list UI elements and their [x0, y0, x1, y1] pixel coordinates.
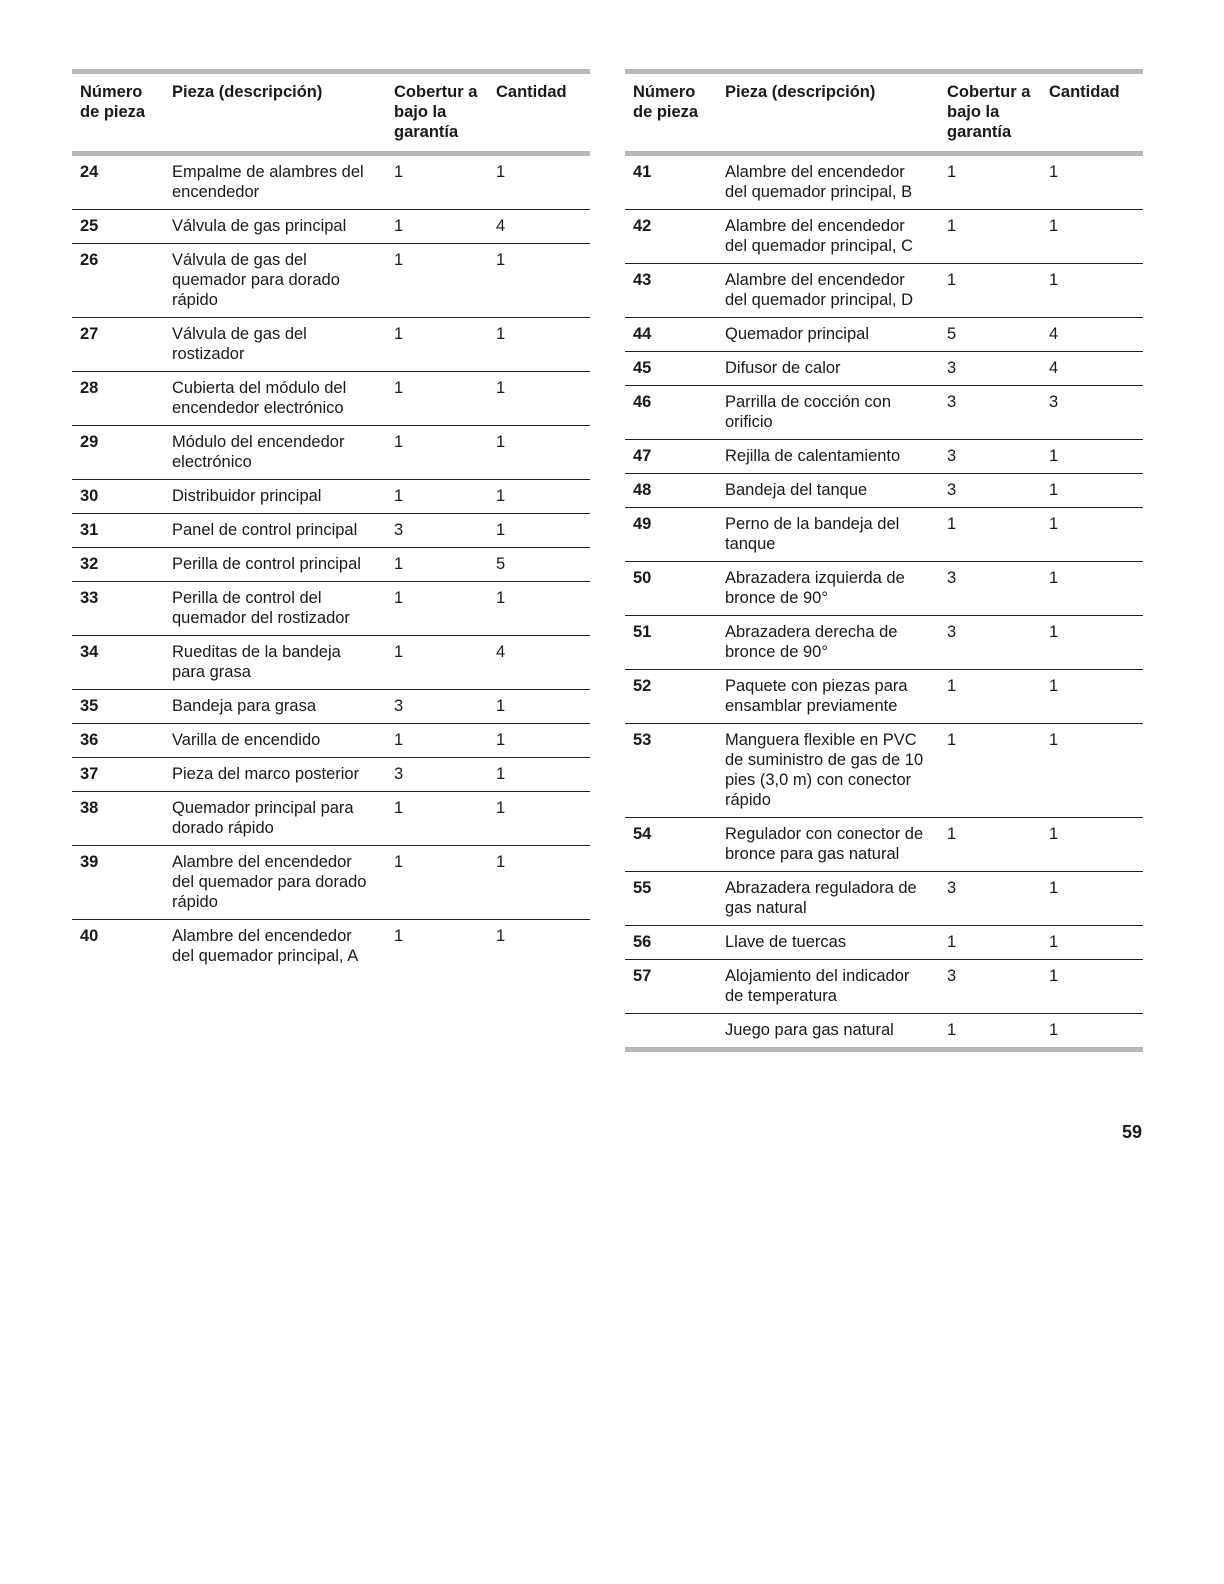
part-number-cell: 29: [80, 433, 99, 451]
part-description-cell: Distribuidor principal: [172, 487, 322, 505]
quantity-cell: 1: [1049, 1021, 1059, 1039]
table-row: [625, 960, 1143, 1014]
quantity-cell: 1: [1049, 163, 1059, 181]
part-description-cell: Alambre del encendedor del quemador principal, D: [725, 271, 914, 309]
quantity-cell: 1: [496, 521, 506, 539]
table-row: [625, 154, 1143, 210]
quantity-cell: 1: [496, 853, 506, 871]
warranty-coverage-cell: 1: [947, 825, 957, 843]
part-description-cell: Manguera flexible en PVC de suministro de gas de 10 pies (3,0 m) con conector rápido: [725, 731, 924, 809]
part-description-cell: Panel de control principal: [172, 521, 358, 539]
part-description-cell: Alambre del encendedor del quemador principal, B: [725, 163, 913, 201]
quantity-cell: 5: [496, 555, 506, 573]
part-number-cell: 43: [633, 271, 652, 289]
warranty-coverage-cell: 1: [947, 515, 957, 533]
table-row: [625, 1014, 1143, 1050]
part-description-cell: Válvula de gas principal: [172, 217, 347, 235]
part-number-cell: 57: [633, 967, 652, 985]
warranty-coverage-cell: 1: [394, 379, 404, 397]
part-description-cell: Empalme de alambres del encendedor: [172, 163, 364, 201]
quantity-cell: 1: [496, 163, 506, 181]
table-row: [72, 636, 590, 690]
table-row: [625, 210, 1143, 264]
table-row: [72, 724, 590, 758]
quantity-cell: 1: [1049, 967, 1059, 985]
part-number-cell: 27: [80, 325, 99, 343]
warranty-coverage-cell: 1: [394, 325, 404, 343]
warranty-coverage-cell: 1: [394, 487, 404, 505]
warranty-coverage-cell: 1: [394, 433, 404, 451]
part-description-cell: Paquete con piezas para ensamblar previamente: [725, 677, 908, 715]
part-number-cell: 44: [633, 325, 652, 343]
part-number-cell: 49: [633, 515, 652, 533]
table-row: [625, 440, 1143, 474]
part-description-cell: Alambre del encendedor del quemador principal, A: [172, 927, 359, 965]
quantity-cell: 1: [1049, 825, 1059, 843]
table-row: [72, 318, 590, 372]
part-description-cell: Alojamiento del indicador de temperatura: [725, 967, 910, 1005]
table-row: [72, 244, 590, 318]
warranty-coverage-cell: 3: [947, 569, 957, 587]
table-header-row: [72, 72, 590, 154]
warranty-coverage-cell: 1: [394, 731, 404, 749]
table-row: [72, 372, 590, 426]
warranty-coverage-cell: 1: [394, 799, 404, 817]
quantity-cell: 1: [496, 251, 506, 269]
part-number-cell: 47: [633, 447, 652, 465]
warranty-coverage-cell: 3: [947, 879, 957, 897]
part-number-cell: 37: [80, 765, 99, 783]
table-row: [625, 318, 1143, 352]
quantity-cell: 1: [496, 325, 506, 343]
table-row: [72, 690, 590, 724]
quantity-cell: 1: [1049, 677, 1059, 695]
table-row: [625, 264, 1143, 318]
part-number-cell: 54: [633, 825, 652, 843]
part-number-cell: 48: [633, 481, 652, 499]
page-number: 59: [1121, 1122, 1142, 1142]
header-part-description: Pieza (descripción): [725, 83, 876, 101]
part-number-cell: 28: [80, 379, 99, 397]
part-number-cell: 25: [80, 217, 99, 235]
part-description-cell: Cubierta del módulo del encendedor electrónico: [172, 379, 347, 417]
part-description-cell: Rueditas de la bandeja para grasa: [172, 643, 341, 681]
part-number-cell: 53: [633, 731, 652, 749]
header-part-number: Número de pieza: [80, 83, 146, 121]
part-number-cell: 33: [80, 589, 99, 607]
header-part-number: Número de pieza: [633, 83, 699, 121]
part-description-cell: Alambre del encendedor del quemador principal, C: [725, 217, 914, 255]
part-description-cell: Regulador con conector de bronce para gas natural: [725, 825, 924, 863]
table-row: [72, 920, 590, 974]
warranty-coverage-cell: 1: [394, 589, 404, 607]
table-row: [72, 792, 590, 846]
warranty-coverage-cell: 3: [947, 447, 957, 465]
part-description-cell: Bandeja del tanque: [725, 481, 868, 499]
part-description-cell: Difusor de calor: [725, 359, 841, 377]
quantity-cell: 1: [1049, 731, 1059, 749]
quantity-cell: 1: [496, 487, 506, 505]
warranty-coverage-cell: 5: [947, 325, 957, 343]
warranty-coverage-cell: 1: [947, 731, 957, 749]
warranty-coverage-cell: 1: [947, 1021, 957, 1039]
quantity-cell: 4: [496, 643, 506, 661]
part-description-cell: Perilla de control principal: [172, 555, 361, 573]
quantity-cell: 1: [496, 799, 506, 817]
quantity-cell: 1: [1049, 481, 1059, 499]
warranty-coverage-cell: 3: [947, 359, 957, 377]
part-number-cell: 52: [633, 677, 652, 695]
table-row: [72, 582, 590, 636]
part-description-cell: Perno de la bandeja del tanque: [725, 515, 900, 553]
part-description-cell: Abrazadera reguladora de gas natural: [725, 879, 917, 917]
header-quantity: Cantidad: [1049, 83, 1120, 101]
quantity-cell: 1: [496, 697, 506, 715]
part-description-cell: Varilla de encendido: [172, 731, 321, 749]
table-header-row: [625, 72, 1143, 154]
part-number-cell: 42: [633, 217, 652, 235]
part-number-cell: 32: [80, 555, 99, 573]
part-number-cell: 36: [80, 731, 99, 749]
part-description-cell: Quemador principal para dorado rápido: [172, 799, 354, 837]
part-description-cell: Módulo del encendedor electrónico: [172, 433, 345, 471]
warranty-coverage-cell: 1: [394, 853, 404, 871]
quantity-cell: 4: [496, 217, 506, 235]
warranty-coverage-cell: 1: [947, 163, 957, 181]
quantity-cell: 1: [1049, 623, 1059, 641]
table-row: [72, 210, 590, 244]
parts-table-left: [72, 69, 590, 973]
table-row: [625, 386, 1143, 440]
table-row: [625, 818, 1143, 872]
table-row: [72, 548, 590, 582]
quantity-cell: 1: [496, 379, 506, 397]
part-description-cell: Alambre del encendedor del quemador para dorado rápido: [172, 853, 367, 911]
table-row: [72, 514, 590, 548]
part-number-cell: 24: [80, 163, 99, 181]
warranty-coverage-cell: 1: [394, 163, 404, 181]
quantity-cell: 1: [1049, 569, 1059, 587]
quantity-cell: 4: [1049, 359, 1059, 377]
part-number-cell: 41: [633, 163, 652, 181]
warranty-coverage-cell: 3: [947, 623, 957, 641]
quantity-cell: 1: [1049, 515, 1059, 533]
warranty-coverage-cell: 1: [394, 217, 404, 235]
table-row: [72, 758, 590, 792]
header-warranty-coverage: Cobertur a bajo la garantía: [394, 83, 478, 141]
quantity-cell: 1: [1049, 447, 1059, 465]
part-description-cell: Perilla de control del quemador del rostizador: [172, 589, 350, 627]
table-row: [625, 474, 1143, 508]
warranty-coverage-cell: 1: [947, 271, 957, 289]
warranty-coverage-cell: 3: [947, 393, 957, 411]
quantity-cell: 3: [1049, 393, 1059, 411]
quantity-cell: 1: [1049, 879, 1059, 897]
part-number-cell: 56: [633, 933, 652, 951]
table-row: [72, 154, 590, 210]
part-number-cell: 38: [80, 799, 99, 817]
part-number-cell: 39: [80, 853, 99, 871]
part-description-cell: Parrilla de cocción con orificio: [725, 393, 891, 431]
quantity-cell: 1: [1049, 217, 1059, 235]
part-description-cell: Pieza del marco posterior: [172, 765, 360, 783]
part-number-cell: 31: [80, 521, 99, 539]
part-description-cell: Rejilla de calentamiento: [725, 447, 901, 465]
part-number-cell: 34: [80, 643, 99, 661]
part-number-cell: 26: [80, 251, 99, 269]
part-description-cell: Abrazadera izquierda de bronce de 90°: [725, 569, 905, 607]
table-row: [72, 426, 590, 480]
quantity-cell: 1: [496, 433, 506, 451]
table-row: [625, 670, 1143, 724]
warranty-coverage-cell: 1: [394, 251, 404, 269]
table-row: [625, 724, 1143, 818]
part-description-cell: Quemador principal: [725, 325, 869, 343]
warranty-coverage-cell: 1: [947, 677, 957, 695]
header-warranty-coverage: Cobertur a bajo la garantía: [947, 83, 1031, 141]
part-number-cell: [625, 1014, 717, 1050]
quantity-cell: 1: [496, 589, 506, 607]
warranty-coverage-cell: 1: [394, 643, 404, 661]
warranty-coverage-cell: 1: [947, 217, 957, 235]
quantity-cell: 1: [496, 927, 506, 945]
part-number-cell: 35: [80, 697, 99, 715]
part-number-cell: 40: [80, 927, 99, 945]
table-row: [625, 926, 1143, 960]
part-number-cell: 51: [633, 623, 652, 641]
table-row: [625, 352, 1143, 386]
part-description-cell: Válvula de gas del quemador para dorado rápido: [172, 251, 340, 309]
part-description-cell: Válvula de gas del rostizador: [172, 325, 307, 363]
part-description-cell: Bandeja para grasa: [172, 697, 317, 715]
part-number-cell: 46: [633, 393, 652, 411]
part-description-cell: Llave de tuercas: [725, 933, 847, 951]
header-part-description: Pieza (descripción): [172, 83, 323, 101]
part-number-cell: 30: [80, 487, 99, 505]
part-description-cell: Abrazadera derecha de bronce de 90°: [725, 623, 898, 661]
part-number-cell: 50: [633, 569, 652, 587]
table-row: [625, 508, 1143, 562]
warranty-coverage-cell: 3: [394, 765, 404, 783]
quantity-cell: 1: [496, 765, 506, 783]
quantity-cell: 1: [1049, 933, 1059, 951]
quantity-cell: 4: [1049, 325, 1059, 343]
warranty-coverage-cell: 3: [394, 697, 404, 715]
header-quantity: Cantidad: [496, 83, 567, 101]
part-number-cell: 45: [633, 359, 652, 377]
table-row: [72, 846, 590, 920]
warranty-coverage-cell: 1: [947, 933, 957, 951]
table-row: [625, 562, 1143, 616]
warranty-coverage-cell: 1: [394, 927, 404, 945]
table-row: [72, 480, 590, 514]
warranty-coverage-cell: 3: [947, 967, 957, 985]
parts-table-right: [625, 69, 1143, 1052]
part-number-cell: 55: [633, 879, 652, 897]
warranty-coverage-cell: 3: [394, 521, 404, 539]
warranty-coverage-cell: 3: [947, 481, 957, 499]
table-row: [625, 616, 1143, 670]
part-description-cell: Juego para gas natural: [725, 1021, 894, 1039]
quantity-cell: 1: [1049, 271, 1059, 289]
warranty-coverage-cell: 1: [394, 555, 404, 573]
quantity-cell: 1: [496, 731, 506, 749]
table-row: [625, 872, 1143, 926]
